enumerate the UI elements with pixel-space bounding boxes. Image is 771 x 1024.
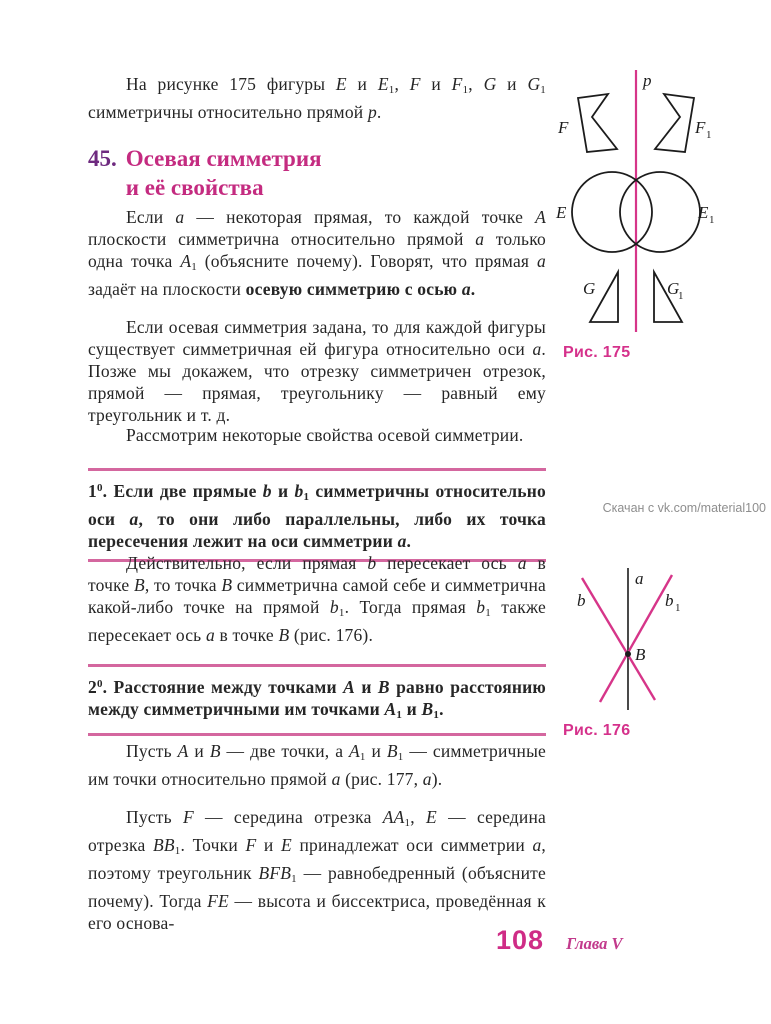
shape-F — [578, 94, 617, 152]
figure-176-caption: Рис. 176 — [563, 722, 631, 739]
figure-175-drawing — [555, 60, 771, 370]
page-footer — [496, 925, 623, 956]
section-heading — [88, 144, 546, 202]
label-F1: F — [695, 118, 706, 137]
label-G: G — [583, 279, 596, 298]
line-b — [582, 578, 655, 700]
label-b1-sub: 1 — [675, 602, 681, 614]
label-E: E — [556, 203, 567, 222]
label-a: a — [635, 569, 644, 588]
paragraph: Если осевая симметрия задана, то для каждой фигуры существует симметричная ей фигура относительно оси a. Позже мы докажем, что отрезку симметричен отрезок, прямой — прямая, треугольнику — равный ему треугольник и т. д. — [88, 317, 546, 425]
figure-176-drawing — [555, 560, 771, 720]
figure-176 — [555, 560, 771, 720]
property-statement: $1^0$. Если две прямые b и $b_1$ симметричны относительно оси a, то они либо параллельны, либо их точка пересечения лежит на оси симметрии a. — [88, 468, 546, 562]
paragraph: Если a — некоторая прямая, то каждой точке A плоскости симметрична относительно прямой a только одна точка $A_1$ (объясните почему). Говорят, что прямая a задаёт на плоскости осевую симметрию с осью a. — [88, 207, 546, 299]
section-number: 45. — [88, 146, 117, 171]
label-p: p — [643, 71, 652, 90]
label-F: F — [558, 118, 569, 137]
label-F1-sub: 1 — [706, 129, 712, 141]
label-B: B — [635, 645, 646, 664]
paragraph: Пусть A и B — две точки, а $A_1$ и $B_1$ — симметричные им точки относительно прямой a (рис. 177, а). — [88, 741, 547, 789]
line-b1 — [600, 575, 672, 702]
figure-175 — [555, 60, 771, 370]
paragraph: Пусть F — середина отрезка $AA_1$, E — середина отрезка $BB_1$. Точки F и E принадлежат оси симметрии a, поэтому треугольник $BFB_1$ — равнобедренный (объясните почему). Тогда FE — высота и биссектриса, проведённая к его основа- — [88, 807, 547, 933]
paragraph: Действительно, если прямая b пересекает ось a в точке B, то точка B симметрична самой себе и симметрична какой-либо точке на прямой $b_1$. Тогда прямая $b_1$ также пересекает ось a в точке B (рис. 176). — [88, 553, 547, 645]
label-G1-sub: 1 — [678, 290, 684, 302]
section-title: Осевая симметрия и её свойства — [125, 146, 322, 200]
text-column — [88, 0, 546, 1024]
paragraph: Рассмотрим некоторые свойства осевой симметрии. — [126, 425, 524, 445]
paragraph: На рисунке 175 фигуры E и $E_1$, F и $F_1$, G и $G_1$ симметричны относительно прямой p. — [88, 74, 546, 122]
shape-E1-circle — [620, 172, 700, 252]
label-E1-sub: 1 — [709, 214, 715, 226]
shape-E-circle — [572, 172, 652, 252]
chapter-label: Глава V — [566, 934, 623, 953]
watermark: Скачан с vk.com/material100 — [602, 501, 766, 515]
figure-175-caption: Рис. 175 — [563, 344, 631, 361]
label-b: b — [577, 591, 586, 610]
label-G1: G — [667, 279, 680, 298]
shape-F1 — [655, 94, 694, 152]
label-E1: E — [698, 203, 709, 222]
label-b1: b — [665, 591, 674, 610]
page-number: 108 — [496, 925, 545, 955]
point-B-dot — [625, 651, 631, 657]
property-statement: $2^0$. Расстояние между точками A и B равно расстоянию между симметричными им точками $A_1$ и $B_1$. — [88, 664, 546, 736]
